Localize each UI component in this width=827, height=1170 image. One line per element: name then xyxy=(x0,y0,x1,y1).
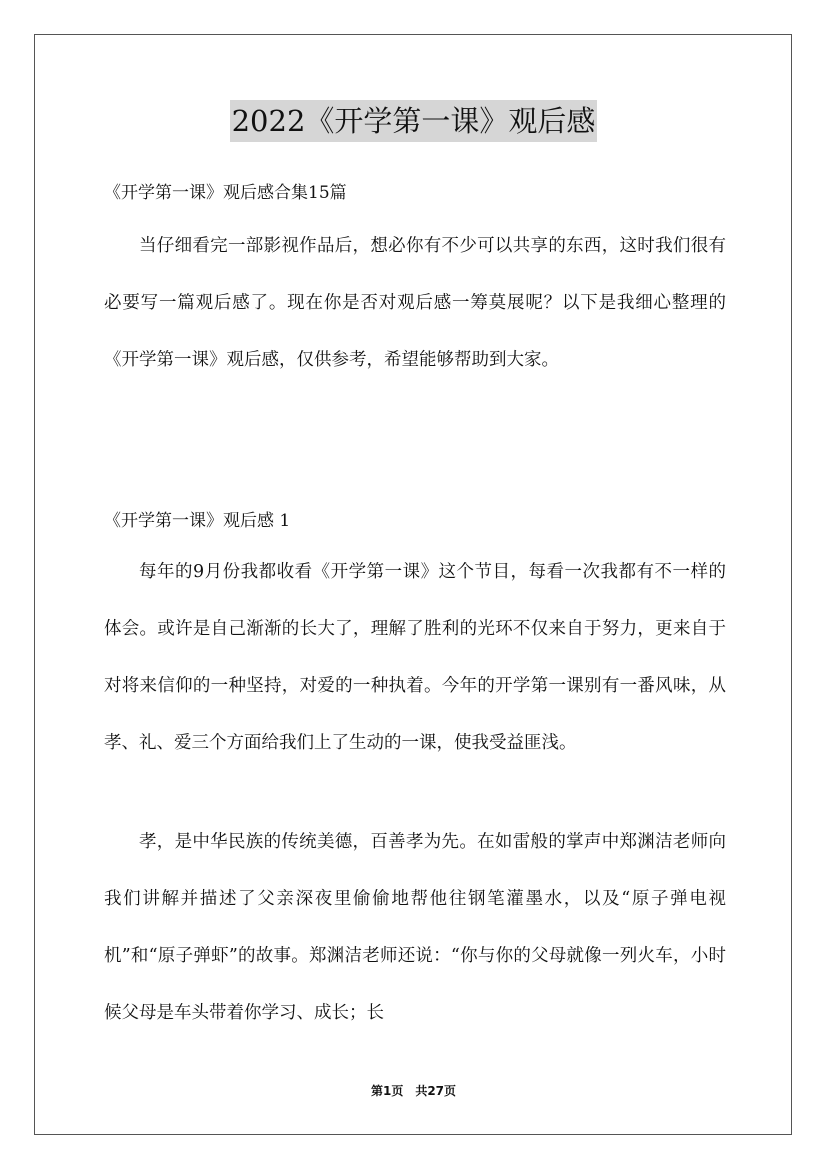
section-heading: 《开学第一课》观后感 1 xyxy=(104,511,291,531)
page-footer: 第1页 共27页 xyxy=(370,1084,457,1098)
document-subtitle: 《开学第一课》观后感合集15篇 xyxy=(104,183,347,203)
document-title: 2022《开学第一课》观后感 xyxy=(230,100,598,142)
title-container xyxy=(0,100,827,142)
body-paragraph-1: 每年的9月份我都收看《开学第一课》这个节目，每看一次我都有不一样的体会。或许是自己渐渐的长大了，理解了胜利的光环不仅来自于努力，更来自于对将来信仰的一种坚持，对爱的一种执着。今年的开学第一课别有一番风味，从孝、礼、爱三个方面给我们上了生动的一课，使我受益匪浅。 xyxy=(104,562,726,753)
body-paragraph-2: 孝，是中华民族的传统美德，百善孝为先。在如雷般的掌声中郑渊洁老师向我们讲解并描述了父亲深夜里偷偷地帮他往钢笔灌墨水，以及“原子弹电视机”和“原子弹虾”的故事。郑渊洁老师还说：“你与你的父母就像一列火车，小时候父母是车头带着你学习、成长；长 xyxy=(104,832,726,1023)
intro-paragraph: 当仔细看完一部影视作品后，想必你有不少可以共享的东西，这时我们很有必要写一篇观后感了。现在你是否对观后感一筹莫展呢？以下是我细心整理的《开学第一课》观后感，仅供参考，希望能够帮助到大家。 xyxy=(104,236,726,370)
